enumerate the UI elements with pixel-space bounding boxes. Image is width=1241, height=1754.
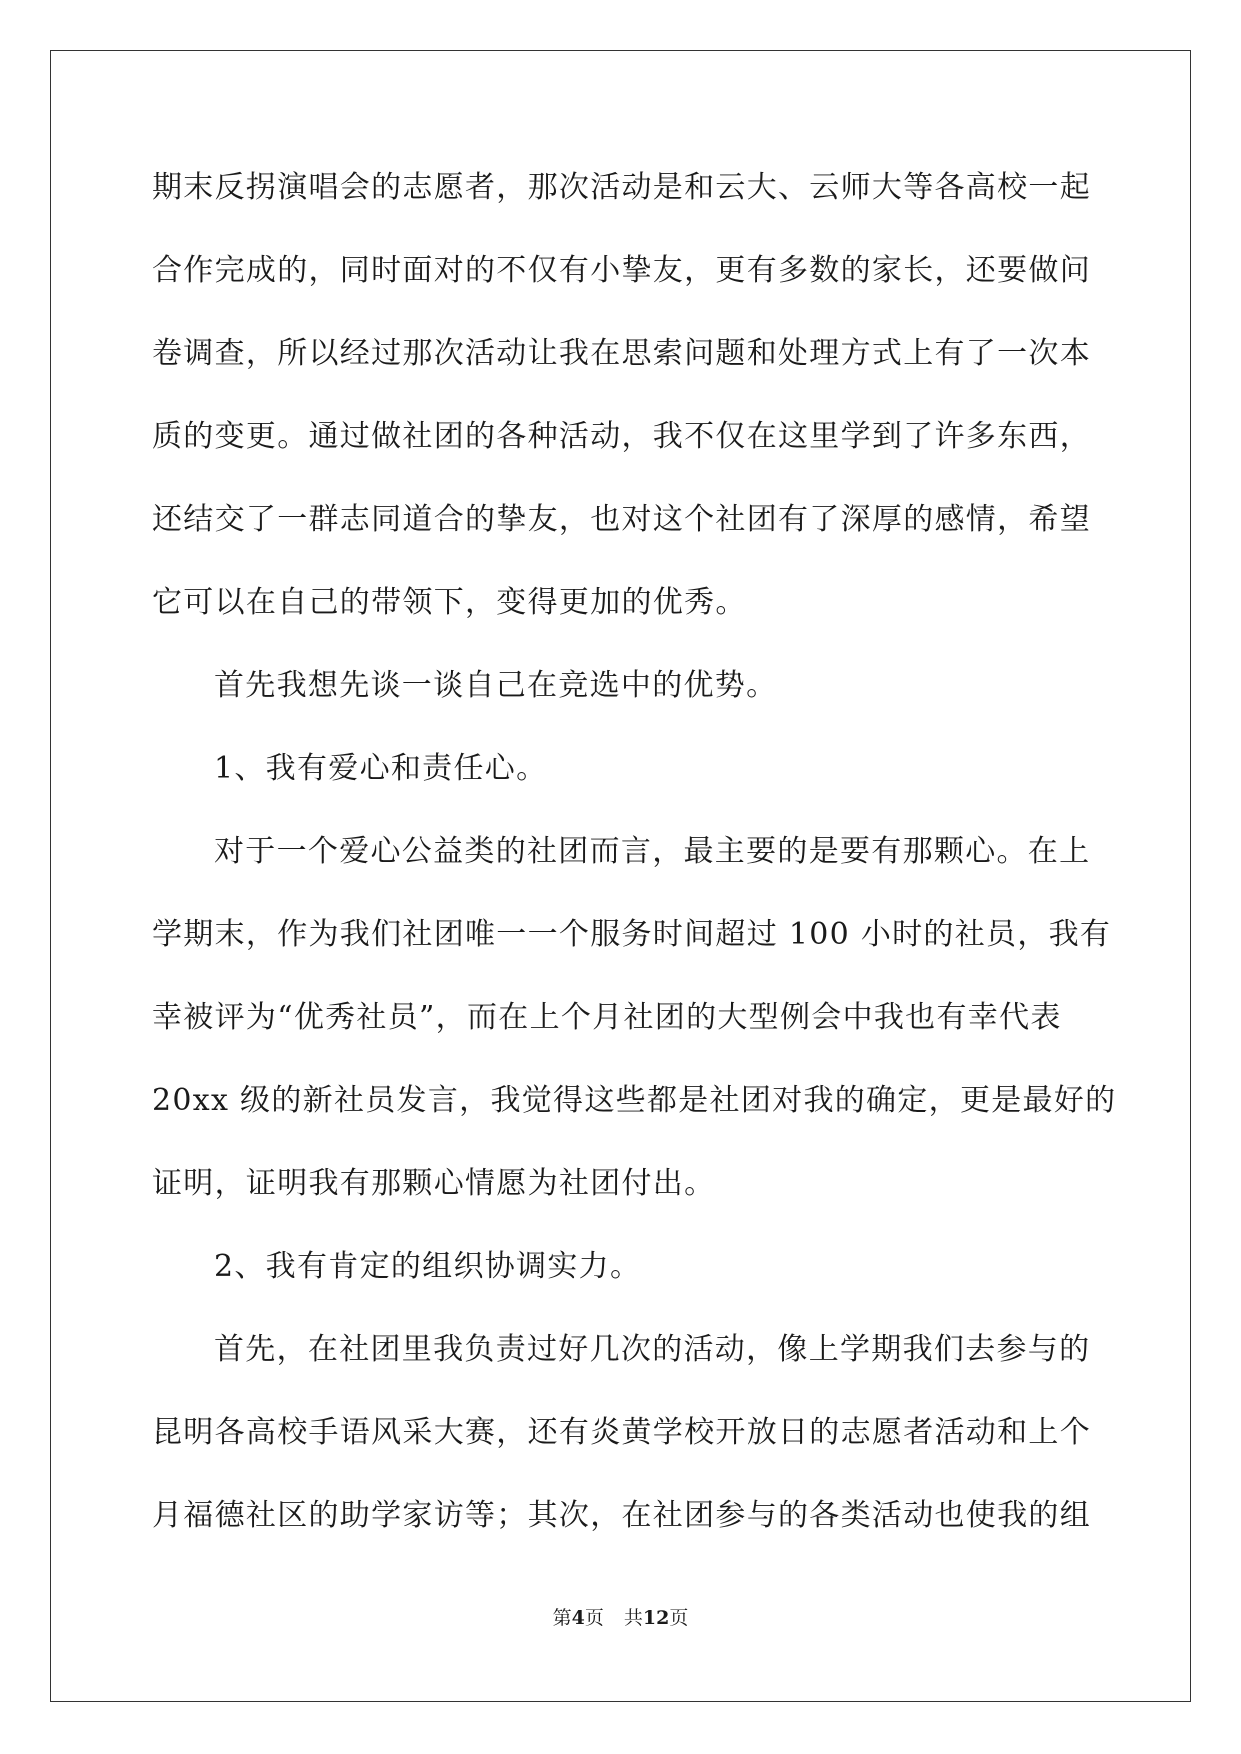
total-pages: 12	[642, 1607, 670, 1629]
page-footer	[0, 1606, 1241, 1630]
text-line: 质的变更。通过做社团的各种活动，我不仅在这里学到了许多东西，	[152, 419, 1091, 454]
page-number: 4	[571, 1607, 585, 1629]
document-body	[152, 158, 1117, 1569]
footer-prefix: 第	[552, 1607, 572, 1629]
text-line: 学期末，作为我们社团唯一一个服务时间超过 100 小时的社员，我有	[152, 917, 1112, 952]
text-line: 幸被评为“优秀社员”，而在上个月社团的大型例会中我也有幸代表	[152, 1000, 1062, 1035]
text-line: 卷调查，所以经过那次活动让我在思索问题和处理方式上有了一次本	[152, 336, 1091, 371]
text-line: 昆明各高校手语风采大赛，还有炎黄学校开放日的志愿者活动和上个	[152, 1415, 1091, 1450]
text-line: 期末反拐演唱会的志愿者，那次活动是和云大、云师大等各高校一起	[152, 170, 1091, 205]
text-line: 合作完成的，同时面对的不仅有小挚友，更有多数的家长，还要做问	[152, 253, 1091, 288]
section-heading: 1、我有爱心和责任心。	[214, 751, 548, 786]
text-line: 证明，证明我有那颗心情愿为社团付出。	[152, 1166, 716, 1201]
section-heading: 2、我有肯定的组织协调实力。	[214, 1249, 642, 1284]
text-line: 20xx 级的新社员发言，我觉得这些都是社团对我的确定，更是最好的	[152, 1083, 1117, 1118]
paragraph-first-line: 首先，在社团里我负责过好几次的活动，像上学期我们去参与的	[214, 1332, 1091, 1367]
footer-total-prefix: 共	[623, 1607, 643, 1629]
paragraph-first-line: 首先我想先谈一谈自己在竞选中的优势。	[214, 668, 778, 703]
text-line: 它可以在自己的带领下，变得更加的优秀。	[152, 585, 747, 620]
footer-total-suffix: 页	[669, 1607, 689, 1629]
text-line: 月福德社区的助学家访等；其次，在社团参与的各类活动也使我的组	[152, 1498, 1091, 1533]
paragraph-first-line: 对于一个爱心公益类的社团而言，最主要的是要有那颗心。在上	[214, 834, 1091, 869]
text-line: 还结交了一群志同道合的挚友，也对这个社团有了深厚的感情，希望	[152, 502, 1091, 537]
footer-page-suffix: 页	[584, 1607, 604, 1629]
